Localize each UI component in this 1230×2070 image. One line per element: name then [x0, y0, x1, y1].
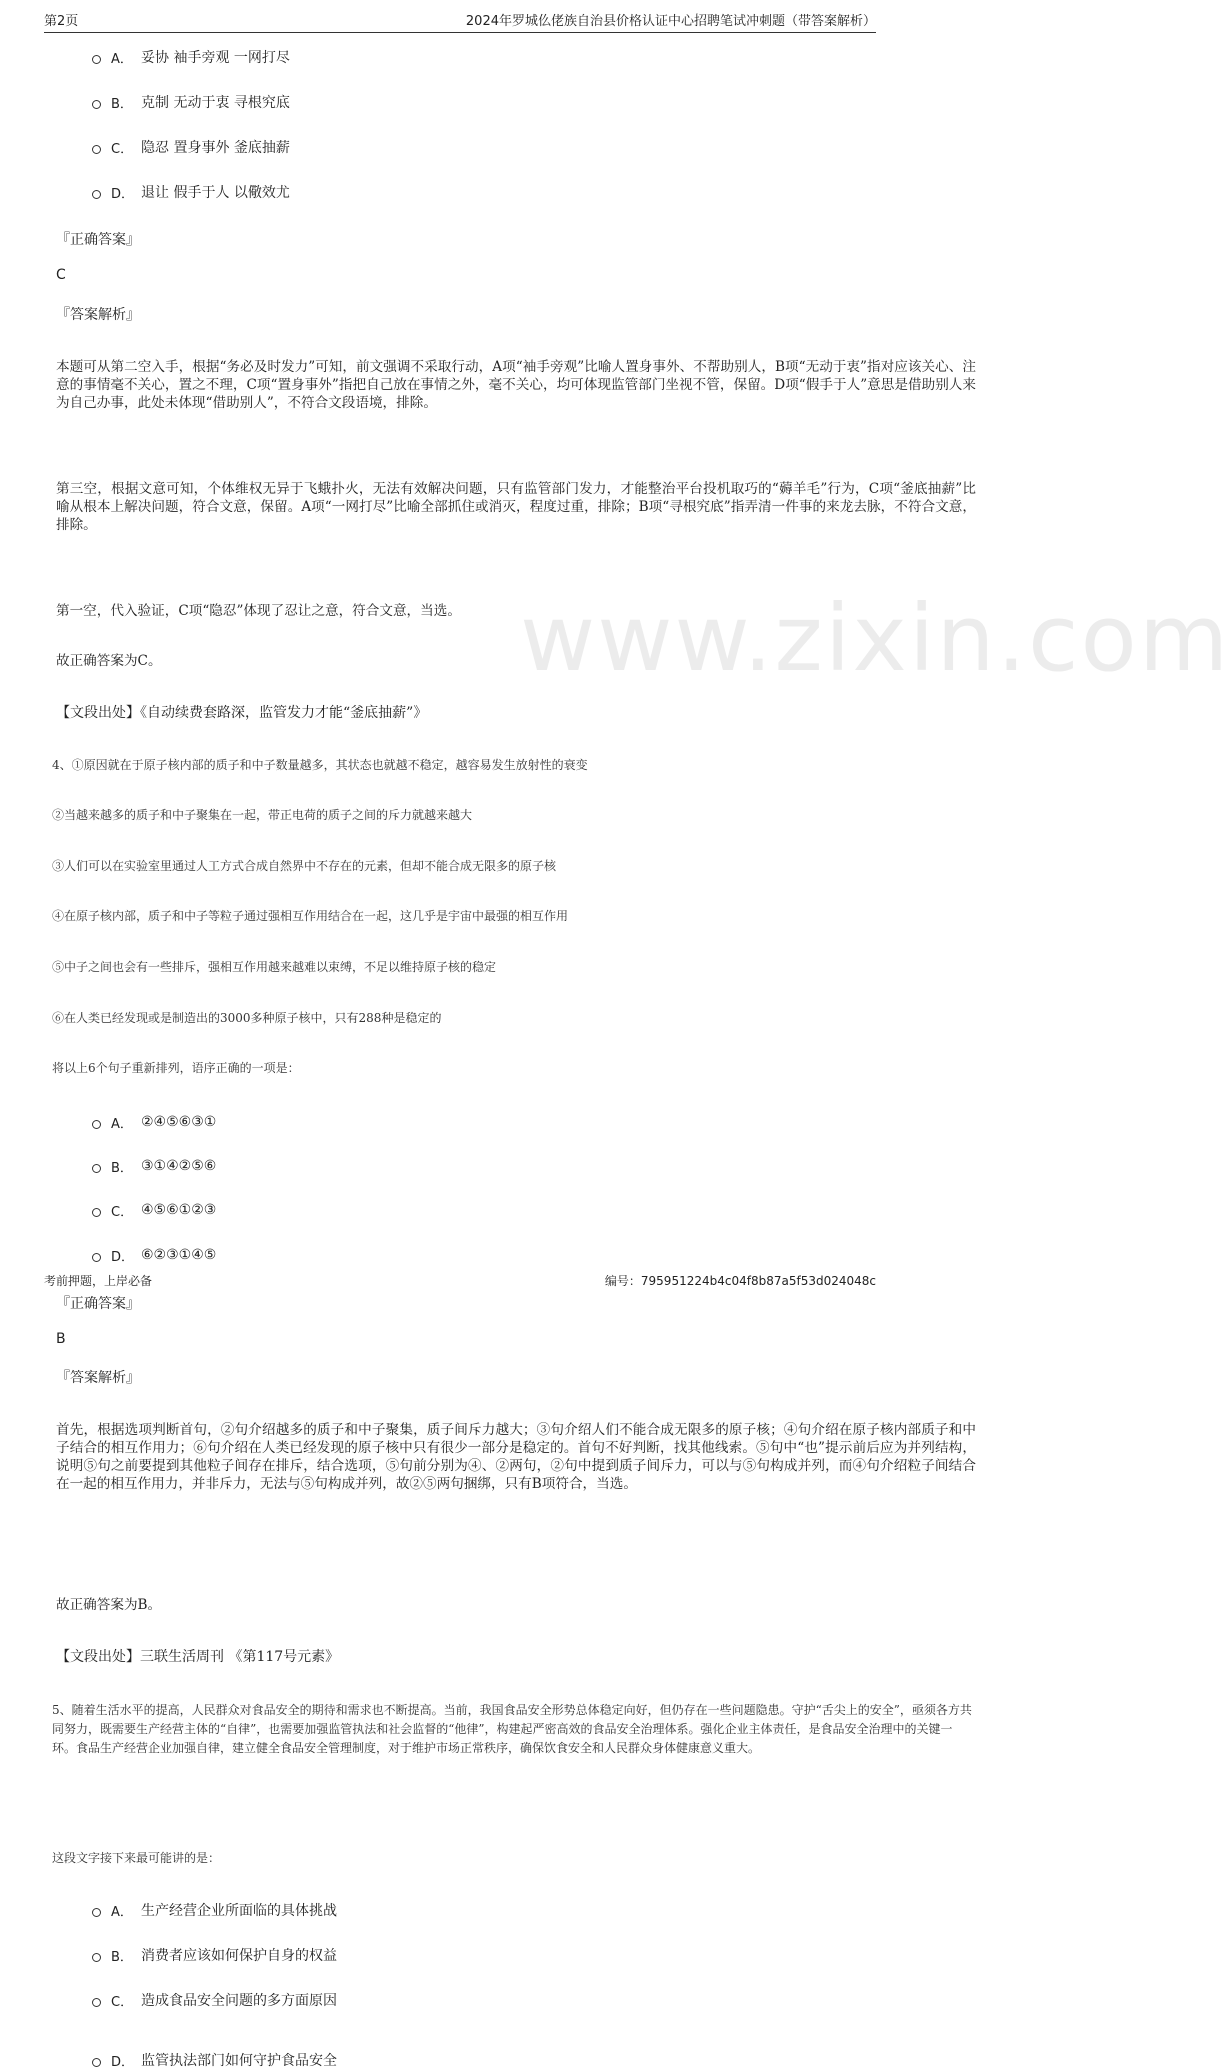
page-footer	[44, 1268, 876, 1292]
option-text: ②④⑤⑥③①	[141, 1114, 217, 1130]
option-text: 消费者应该如何保护自身的权益	[141, 1948, 337, 1964]
option-letter: C．	[111, 1204, 134, 1220]
option-text: 退让 假手于人 以儆效尤	[141, 185, 290, 201]
option-text: 生产经营企业所面临的具体挑战	[141, 1903, 337, 1919]
option-letter: B．	[111, 96, 133, 112]
q5-stem: 5、随着生活水平的提高，人民群众对食品安全的期待和需求也不断提高。当前，我国食品安全形势总体稳定向好，但仍存在一些问题隐患。守护“舌尖上的安全”，亟须各方共同努力，既需要生产经营主体的“自律”，也需要加强监管执法和社会监督的“他律”，构建起严密高效的食品安全治理体系。强化企业主体责任，是食品安全治理中的关键一环。食品生产经营企业加强自律，建立健全食品安全管理制度，对于维护市场正常秩序，确保饮食安全和人民群众身体健康意义重大。	[52, 1703, 972, 1755]
option-letter: B．	[111, 1160, 133, 1176]
option-letter: A．	[111, 1116, 133, 1132]
option-text: ④⑤⑥①②③	[141, 1202, 217, 1218]
radio-icon[interactable]	[92, 55, 101, 64]
option-text: 妥协 袖手旁观 一网打尽	[141, 50, 290, 66]
document-code: 编号：795951224b4c04f8b87a5f53d024048c	[604, 1274, 876, 1288]
q5-option-b[interactable]	[92, 1945, 1012, 1965]
q3-option-b[interactable]	[92, 92, 1012, 112]
q4-option-b[interactable]	[92, 1156, 1012, 1176]
radio-icon[interactable]	[92, 100, 101, 109]
radio-icon[interactable]	[92, 1908, 101, 1917]
q4-sentence-3: ③人们可以在实验室里通过人工方式合成自然界中不存在的元素，但却不能合成无限多的原子核	[52, 859, 557, 873]
option-letter: B．	[111, 1949, 133, 1965]
q4-option-a[interactable]	[92, 1112, 1012, 1132]
q5-option-d[interactable]	[92, 2050, 1012, 2070]
q3-correct-label: 『正确答案』	[56, 232, 140, 248]
radio-icon[interactable]	[92, 1208, 101, 1217]
q3-option-a[interactable]	[92, 47, 1012, 67]
q4-sentence-1: 4、①原因就在于原子核内部的质子和中子数量越多，其状态也就越不稳定，越容易发生放射性的衰变	[52, 758, 588, 772]
option-text: ⑥②③①④⑤	[141, 1247, 217, 1263]
page-header	[44, 10, 876, 33]
radio-icon[interactable]	[92, 1164, 101, 1173]
option-text: 克制 无动于衷 寻根究底	[141, 95, 290, 111]
radio-icon[interactable]	[92, 1998, 101, 2007]
page-number: 第2页	[44, 14, 79, 29]
option-text: 监管执法部门如何守护食品安全	[141, 2053, 337, 2069]
option-text: 隐忍 置身事外 釜底抽薪	[141, 140, 290, 156]
q3-analysis-paragraph-2: 第三空，根据文意可知，个体维权无异于飞蛾扑火，无法有效解决问题，只有监管部门发力，才能整治平台投机取巧的“薅羊毛”行为，C项“釜底抽薪”比喻从根本上解决问题，符合文意，保留。A项“一网打尽”比喻全部抓住或消灭，程度过重，排除；B项“寻根究底”指弄清一件事的来龙去脉，不符合文意，排除。	[56, 481, 976, 533]
q4-correct-label: 『正确答案』	[56, 1296, 140, 1312]
radio-icon[interactable]	[92, 145, 101, 154]
q4-source: 【文段出处】三联生活周刊 《第117号元素》	[56, 1649, 340, 1665]
q4-prompt: 将以上6个句子重新排列，语序正确的一项是：	[52, 1061, 300, 1075]
radio-icon[interactable]	[92, 2058, 101, 2067]
q5-option-a[interactable]	[92, 1900, 1012, 1920]
option-letter: C．	[111, 1994, 134, 2010]
q5-prompt: 这段文字接下来最可能讲的是：	[52, 1851, 221, 1865]
q3-analysis-conclusion: 故正确答案为C。	[56, 653, 162, 669]
q4-sentence-4: ④在原子核内部，质子和中子等粒子通过强相互作用结合在一起，这几乎是宇宙中最强的相互作用	[52, 909, 569, 923]
document-title: 2024年罗城仫佬族自治县价格认证中心招聘笔试冲刺题（带答案解析）	[465, 14, 876, 29]
option-letter: A．	[111, 1904, 133, 1920]
radio-icon[interactable]	[92, 1953, 101, 1962]
q3-option-d[interactable]	[92, 182, 1012, 202]
q3-analysis-paragraph-3: 第一空，代入验证，C项“隐忍”体现了忍让之意，符合文意，当选。	[56, 603, 461, 619]
radio-icon[interactable]	[92, 190, 101, 199]
q3-analysis-label: 『答案解析』	[56, 307, 140, 323]
option-text: 造成食品安全问题的多方面原因	[141, 1993, 337, 2009]
option-letter: D．	[111, 2054, 135, 2070]
option-letter: D．	[111, 186, 135, 202]
q4-analysis-label: 『答案解析』	[56, 1370, 140, 1386]
q3-analysis-paragraph-1: 本题可从第二空入手，根据“务必及时发力”可知，前文强调不采取行动，A项“袖手旁观”比喻人置身事外、不帮助别人，B项“无动于衷”指对应该关心、注意的事情毫不关心，置之不理，C项“置身事外”指把自己放在事情之外，毫不关心，均可体现监管部门坐视不管，保留。D项“假手于人”意思是借助别人来为自己办事，此处未体现“借助别人”，不符合文段语境，排除。	[56, 359, 976, 411]
q5-option-c[interactable]	[92, 1990, 1012, 2010]
q4-analysis-paragraph-1: 首先，根据选项判断首句，②句介绍越多的质子和中子聚集，质子间斥力越大；③句介绍人们不能合成无限多的原子核；④句介绍在原子核内部质子和中子结合的相互作用力；⑥句介绍在人类已经发现的原子核中只有很少一部分是稳定的。首句不好判断，找其他线索。⑤句中“也”提示前后应为并列结构，说明⑤句之前要提到其他粒子间存在排斥，结合选项，⑤句前分别为④、②两句，②句中提到质子间斥力，可以与⑤句构成并列，而④句介绍粒子间结合在一起的相互作用力，并非斥力，无法与⑤句构成并列，故②⑤两句捆绑，只有B项符合，当选。	[56, 1422, 976, 1492]
q4-sentence-6: ⑥在人类已经发现或是制造出的3000多种原子核中，只有288种是稳定的	[52, 1011, 442, 1025]
q4-sentence-5: ⑤中子之间也会有一些排斥，强相互作用越来越难以束缚，不足以维持原子核的稳定	[52, 960, 497, 974]
q4-correct-answer: B	[56, 1331, 66, 1347]
q4-option-d[interactable]	[92, 1245, 1012, 1265]
radio-icon[interactable]	[92, 1120, 101, 1129]
option-letter: C．	[111, 141, 134, 157]
option-letter: A．	[111, 51, 133, 67]
q3-option-c[interactable]	[92, 137, 1012, 157]
radio-icon[interactable]	[92, 1253, 101, 1262]
option-text: ③①④②⑤⑥	[141, 1158, 217, 1174]
q4-analysis-conclusion: 故正确答案为B。	[56, 1597, 162, 1613]
q4-option-c[interactable]	[92, 1200, 1012, 1220]
watermark: www.zixin.com	[520, 585, 1230, 692]
footer-slogan: 考前押题，上岸必备	[44, 1274, 153, 1288]
q3-correct-answer: C	[56, 267, 66, 283]
option-letter: D．	[111, 1249, 135, 1265]
q4-sentence-2: ②当越来越多的质子和中子聚集在一起，带正电荷的质子之间的斥力就越来越大	[52, 808, 473, 822]
q3-source: 【文段出处】《自动续费套路深，监管发力才能“釜底抽薪”》	[56, 705, 428, 721]
